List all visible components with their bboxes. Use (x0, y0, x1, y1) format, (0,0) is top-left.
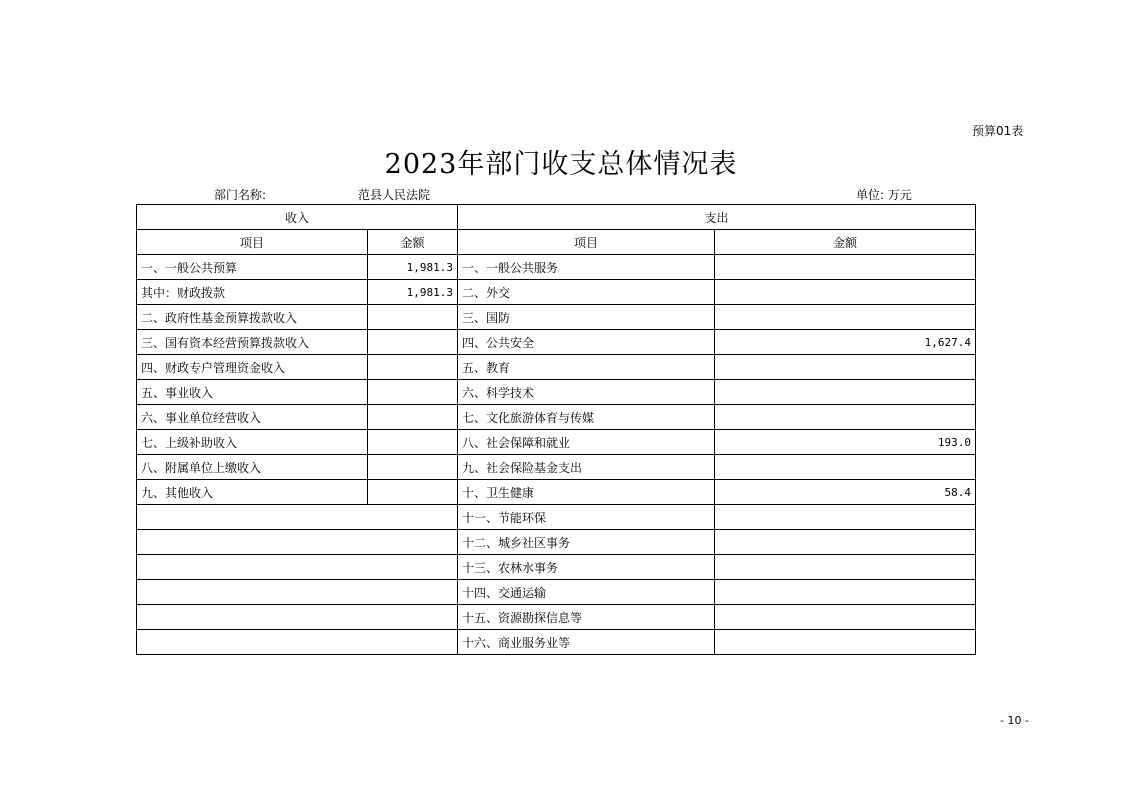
expense-item-cell: 十一、节能环保 (458, 505, 715, 530)
income-item-header: 项目 (137, 230, 368, 255)
expense-item-cell: 十、卫生健康 (458, 480, 715, 505)
income-item-cell: 九、其他收入 (137, 480, 368, 505)
expense-item-cell: 十三、农林水事务 (458, 555, 715, 580)
expense-item-cell: 二、外交 (458, 280, 715, 305)
table-row (137, 280, 976, 305)
income-item-cell: 其中：财政拨款 (137, 280, 368, 305)
income-amount-cell (368, 380, 458, 405)
table-row (137, 480, 976, 505)
unit-label: 单位: 万元 (856, 188, 912, 202)
table-row (137, 330, 976, 355)
income-item-cell: 一、一般公共预算 (137, 255, 368, 280)
expense-amount-cell (715, 505, 976, 530)
dept-label: 部门名称: (214, 188, 267, 202)
table-row (137, 605, 976, 630)
expense-amount-cell (715, 305, 976, 330)
page-title: 2023年部门收支总体情况表 (384, 149, 738, 180)
expense-header: 支出 (458, 205, 976, 230)
empty-income-cell (137, 580, 458, 605)
form-tag: 预算01表 (972, 124, 1024, 138)
expense-item-header: 项目 (458, 230, 715, 255)
budget-table (136, 204, 976, 655)
expense-item-cell: 三、国防 (458, 305, 715, 330)
expense-amount-cell (715, 405, 976, 430)
expense-item-cell: 十二、城乡社区事务 (458, 530, 715, 555)
table-row (137, 530, 976, 555)
table-row (137, 405, 976, 430)
income-amount-cell: 1,981.3 (368, 280, 458, 305)
expense-item-cell: 一、一般公共服务 (458, 255, 715, 280)
income-item-cell: 二、政府性基金预算拨款收入 (137, 305, 368, 330)
table-row (137, 355, 976, 380)
income-amount-cell (368, 355, 458, 380)
expense-item-cell: 八、社会保障和就业 (458, 430, 715, 455)
income-amount-cell (368, 330, 458, 355)
empty-income-cell (137, 530, 458, 555)
income-item-cell: 六、事业单位经营收入 (137, 405, 368, 430)
table-row (137, 630, 976, 655)
income-amount-cell (368, 480, 458, 505)
table-row (137, 255, 976, 280)
income-amount-cell (368, 405, 458, 430)
expense-amount-header: 金额 (715, 230, 976, 255)
expense-item-cell: 十四、交通运输 (458, 580, 715, 605)
income-amount-header: 金额 (368, 230, 458, 255)
expense-item-cell: 十五、资源勘探信息等 (458, 605, 715, 630)
income-amount-cell (368, 455, 458, 480)
expense-amount-cell: 58.4 (715, 480, 976, 505)
income-item-cell: 八、附属单位上缴收入 (137, 455, 368, 480)
expense-amount-cell (715, 580, 976, 605)
table-row (137, 505, 976, 530)
expense-amount-cell (715, 555, 976, 580)
expense-item-cell: 十六、商业服务业等 (458, 630, 715, 655)
expense-amount-cell (715, 630, 976, 655)
empty-income-cell (137, 555, 458, 580)
expense-amount-cell (715, 455, 976, 480)
expense-amount-cell (715, 280, 976, 305)
header-row-sections (137, 205, 976, 230)
table-row (137, 580, 976, 605)
income-amount-cell (368, 430, 458, 455)
income-amount-cell: 1,981.3 (368, 255, 458, 280)
table-row (137, 430, 976, 455)
header-row-columns (137, 230, 976, 255)
empty-income-cell (137, 505, 458, 530)
dept-name: 范县人民法院 (358, 188, 431, 202)
income-item-cell: 五、事业收入 (137, 380, 368, 405)
expense-amount-cell: 1,627.4 (715, 330, 976, 355)
income-amount-cell (368, 305, 458, 330)
expense-amount-cell: 193.0 (715, 430, 976, 455)
expense-amount-cell (715, 605, 976, 630)
expense-item-cell: 四、公共安全 (458, 330, 715, 355)
table-row (137, 380, 976, 405)
income-item-cell: 四、财政专户管理资金收入 (137, 355, 368, 380)
income-header: 收入 (137, 205, 458, 230)
empty-income-cell (137, 605, 458, 630)
expense-item-cell: 七、文化旅游体育与传媒 (458, 405, 715, 430)
page-number: - 10 - (1000, 714, 1029, 727)
table-row (137, 455, 976, 480)
expense-amount-cell (715, 355, 976, 380)
expense-item-cell: 九、社会保险基金支出 (458, 455, 715, 480)
expense-amount-cell (715, 380, 976, 405)
table-row (137, 305, 976, 330)
income-item-cell: 七、上级补助收入 (137, 430, 368, 455)
table-row (137, 555, 976, 580)
empty-income-cell (137, 630, 458, 655)
expense-item-cell: 五、教育 (458, 355, 715, 380)
income-item-cell: 三、国有资本经营预算拨款收入 (137, 330, 368, 355)
expense-amount-cell (715, 255, 976, 280)
expense-item-cell: 六、科学技术 (458, 380, 715, 405)
expense-amount-cell (715, 530, 976, 555)
